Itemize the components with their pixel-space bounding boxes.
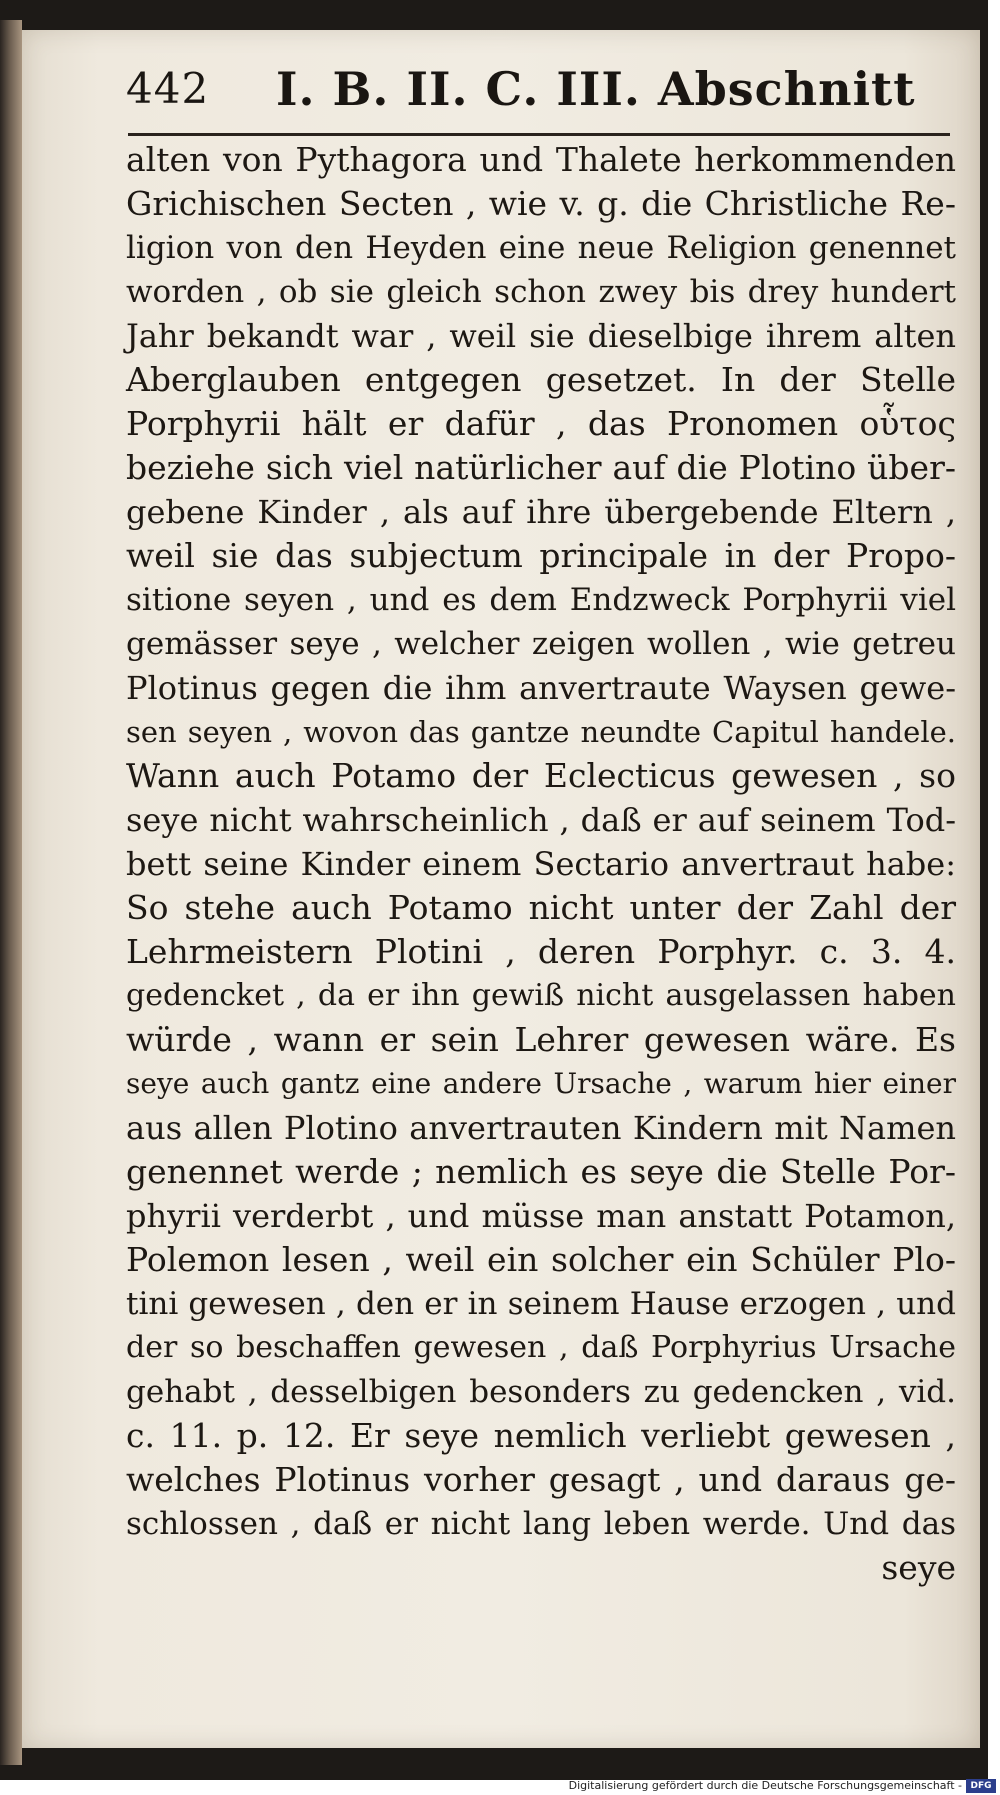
page-header bbox=[126, 58, 956, 128]
text-line: sen seyen , wovon das gantze neundte Capitul handele. bbox=[126, 715, 956, 749]
text-line: Lehrmeistern Plotini , deren Porphyr. c. 3. 4. bbox=[126, 932, 956, 971]
body-text bbox=[126, 138, 956, 1590]
text-line: tini gewesen , den er in seinem Hause erzogen , und bbox=[126, 1286, 956, 1322]
text-line: bett seine Kinder einem Sectario anvertraut habe: bbox=[126, 845, 956, 883]
text-line: c. 11. p. 12. Er seye nemlich verliebt gewesen , bbox=[126, 1416, 956, 1455]
text-line: Grichischen Secten , wie v. g. die Christliche Re- bbox=[126, 184, 956, 223]
text-line: seye nicht wahrscheinlich , daß er auf seinem Tod- bbox=[126, 801, 956, 839]
text-line: genennet werde ; nemlich es seye die Stelle Por- bbox=[126, 1152, 956, 1191]
text-line: Plotinus gegen die ihm anvertraute Waysen gewe- bbox=[126, 669, 956, 707]
text-line: ligion von den Heyden eine neue Religion genennet bbox=[126, 230, 956, 266]
text-line: würde , wann er sein Lehrer gewesen wäre. Es bbox=[126, 1020, 956, 1059]
text-line: gedencket , da er ihn gewiß nicht ausgelassen haben bbox=[126, 978, 956, 1013]
text-line: Porphyrii hält er dafür , das Pronomen οὗτος bbox=[126, 404, 956, 443]
text-line: seye auch gantz eine andere Ursache , warum hier einer bbox=[126, 1067, 956, 1100]
text-line: schlossen , daß er nicht lang leben werde. Und das bbox=[126, 1506, 956, 1542]
text-line: Wann auch Potamo der Eclecticus gewesen , so bbox=[126, 756, 956, 795]
text-line: phyrii verderbt , und müsse man anstatt Potamon, bbox=[126, 1197, 956, 1235]
text-line: der so beschaffen gewesen , daß Porphyrius Ursache bbox=[126, 1330, 956, 1365]
text-line: aus allen Plotino anvertrauten Kindern mit Namen bbox=[126, 1109, 956, 1147]
funding-credit: Digitalisierung gefördert durch die Deutsche Forschungsgemeinschaft - bbox=[568, 1779, 962, 1792]
header-rule bbox=[128, 133, 950, 136]
text-line: alten von Pythagora und Thalete herkommenden bbox=[126, 140, 956, 179]
text-line: weil sie das subjectum principale in der Propo- bbox=[126, 536, 956, 575]
page-edge bbox=[0, 20, 22, 1765]
page-number: 442 bbox=[126, 64, 210, 113]
text-line: Polemon lesen , weil ein solcher ein Schüler Plo- bbox=[126, 1240, 956, 1279]
text-line: Jahr bekandt war , weil sie dieselbige ihrem alten bbox=[126, 317, 956, 355]
text-line: beziehe sich viel natürlicher auf die Plotino über- bbox=[126, 448, 956, 487]
text-line: gehabt , desselbigen besonders zu gedencken , vid. bbox=[126, 1374, 956, 1410]
text-line: gebene Kinder , als auf ihre übergebende Eltern , bbox=[126, 493, 956, 531]
text-line: worden , ob sie gleich schon zwey bis drey hundert bbox=[126, 274, 956, 310]
text-line: welches Plotinus vorher gesagt , und daraus ge- bbox=[126, 1460, 956, 1499]
dfg-logo: DFG bbox=[966, 1779, 996, 1793]
text-line: gemässer seye , welcher zeigen wollen , wie getreu bbox=[126, 626, 956, 662]
catchword: seye bbox=[881, 1548, 956, 1587]
text-line: So stehe auch Potamo nicht unter der Zahl der bbox=[126, 888, 956, 927]
running-head: I. B. II. C. III. Abschnitt bbox=[276, 62, 916, 116]
text-line: Aberglauben entgegen gesetzet. In der Stelle bbox=[126, 360, 956, 399]
text-line: sitione seyen , und es dem Endzweck Porphyrii viel bbox=[126, 582, 956, 618]
